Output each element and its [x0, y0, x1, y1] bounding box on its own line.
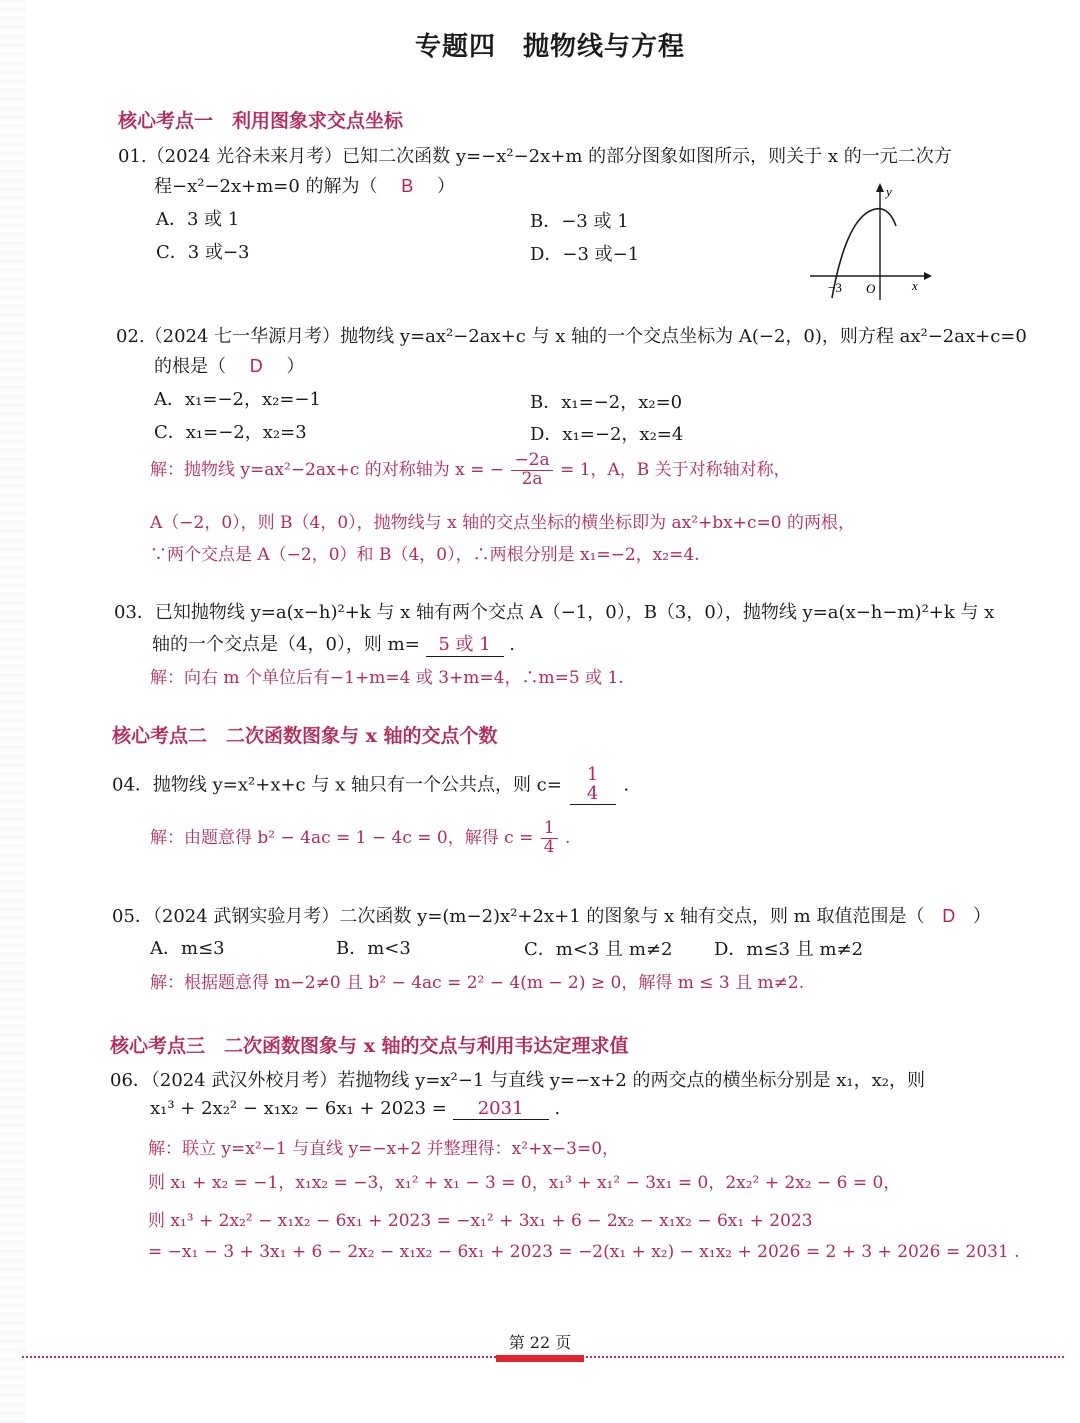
section-heading-3: 核心考点三 二次函数图象与 x 轴的交点与利用韦达定理求值 [110, 1035, 629, 1057]
q04-answer-fraction: 1 4 [570, 766, 616, 805]
q02-option-c: C．x₁=−2，x₂=3 [154, 422, 307, 443]
q01-option-b: B．−3 或 1 [530, 211, 629, 232]
graph-origin-label: O [866, 281, 876, 296]
q02-solution-line1: 解：抛物线 y=ax²−2ax+c 的对称轴为 x = − $\frac{-2a}{2a}$ = 1，A，B 关于对称轴对称， [150, 450, 791, 489]
q01-parabola-graph [806, 180, 936, 302]
q01-option-a: A．3 或 1 [156, 209, 240, 230]
q05-option-a: A．m≤3 [150, 938, 225, 959]
q02-option-d: D．x₁=−2，x₂=4 [530, 424, 684, 445]
q01-line1: 01.（2024 光谷未来月考）已知二次函数 y=−x²−2x+m 的部分图象如图所示，则关于 x 的一元二次方 [118, 146, 952, 167]
section-heading-1: 核心考点一 利用图象求交点坐标 [118, 110, 404, 132]
graph-x-label: x [912, 278, 918, 293]
footer-red-bar [496, 1355, 584, 1362]
q06-solution-line1: 解：联立 y=x²−1 与直线 y=−x+2 并整理得：x²+x−3=0， [148, 1139, 620, 1159]
q02-solution-fraction: $\frac{-2a}{2a}$ [511, 452, 552, 489]
q06-solution-line4: = −x₁ − 3 + 3x₁ + 6 − 2x₂ − x₁x₂ − 6x₁ + 2023 = −2(x₁ + x₂) − x₁x₂ + 2026 = 2 + 3 + 2026 = 2031 . [148, 1242, 1020, 1262]
q06-answer-blank: 2031 [453, 1098, 549, 1120]
q05-option-d: D．m≤3 且 m≠2 [714, 939, 864, 960]
q06-line2: x₁³ + 2x₂² − x₁x₂ − 6x₁ + 2023 = 2031 . [150, 1098, 561, 1119]
q05-solution: 解：根据题意得 m−2≠0 且 b² − 4ac = 2² − 4(m − 2) ≥ 0，解得 m ≤ 3 且 m≠2. [150, 973, 805, 993]
graph-tick-label: −3 [828, 280, 842, 295]
q06-solution-line2: 则 x₁ + x₂ = −1，x₁x₂ = −3，x₁² + x₁ − 3 = 0，x₁³ + x₁² − 3x₁ = 0，2x₂² + 2x₂ − 6 = 0， [148, 1173, 901, 1193]
q02-option-a: A．x₁=−2，x₂=−1 [154, 389, 321, 410]
q02-answer: D [249, 356, 263, 376]
q01-option-c: C．3 或−3 [156, 242, 250, 263]
q05-answer: D [942, 906, 956, 926]
q01-option-d: D．−3 或−1 [530, 244, 640, 265]
q04-solution: 解：由题意得 b² − 4ac = 1 − 4c = 0，解得 c = $\frac{1}{4}$ . [150, 818, 571, 857]
section-heading-2: 核心考点二 二次函数图象与 x 轴的交点个数 [112, 725, 498, 747]
q05-option-b: B．m<3 [336, 938, 411, 959]
q03-line1: 03．已知抛物线 y=a(x−h)²+k 与 x 轴有两个交点 A（−1，0），B（3，0），抛物线 y=a(x−h−m)²+k 与 x [114, 602, 995, 623]
q01-line2: 程−x²−2x+m=0 的解为（ B ） [154, 176, 456, 197]
q02-line2: 的根是（ D ） [154, 356, 305, 377]
page-number: 第 22 页 [508, 1333, 572, 1352]
q03-answer-blank: 5 或 1 [426, 630, 504, 657]
q02-solution-line2: A（−2，0），则 B（4，0），抛物线与 x 轴的交点坐标的横坐标即为 ax²+bx+c=0 的两根， [150, 513, 855, 533]
y-axis-arrow [876, 183, 884, 192]
q02-option-b: B．x₁=−2，x₂=0 [530, 392, 683, 413]
q06-line1: 06．（2024 武汉外校月考）若抛物线 y=x²−1 与直线 y=−x+2 的两交点的横坐标分别是 x₁，x₂，则 [110, 1070, 925, 1091]
q04-line: 04．抛物线 y=x²+x+c 与 x 轴只有一个公共点，则 c= 1 4 . [112, 764, 630, 804]
q04-solution-fraction: $\frac{1}{4}$ [541, 820, 558, 857]
q02-solution-line3: ∵两个交点是 A（−2，0）和 B（4，0），∴两根分别是 x₁=−2，x₂=4. [150, 545, 700, 565]
q02-line1: 02.（2024 七一华源月考）抛物线 y=ax²−2ax+c 与 x 轴的一个交点坐标为 A(−2，0)，则方程 ax²−2ax+c=0 [116, 326, 1027, 347]
q06-solution-line3: 则 x₁³ + 2x₂² − x₁x₂ − 6x₁ + 2023 = −x₁² + 3x₁ + 6 − 2x₂ − x₁x₂ − 6x₁ + 2023 [148, 1211, 813, 1231]
graph-y-label: y [886, 184, 892, 199]
q05-option-c: C．m<3 且 m≠2 [524, 939, 673, 960]
q03-solution: 解：向右 m 个单位后有−1+m=4 或 3+m=4，∴m=5 或 1. [150, 668, 624, 688]
q03-line2: 轴的一个交点是（4，0），则 m= 5 或 1 . [152, 630, 515, 657]
page-title: 专题四 抛物线与方程 [414, 32, 685, 62]
q05-line: 05．（2024 武钢实验月考）二次函数 y=(m−2)x²+2x+1 的图象与 x 轴有交点，则 m 取值范围是（ D ） [112, 906, 991, 927]
x-axis-arrow [924, 272, 932, 280]
q01-answer: B [401, 176, 414, 196]
page-edge-shadow [0, 0, 26, 1423]
